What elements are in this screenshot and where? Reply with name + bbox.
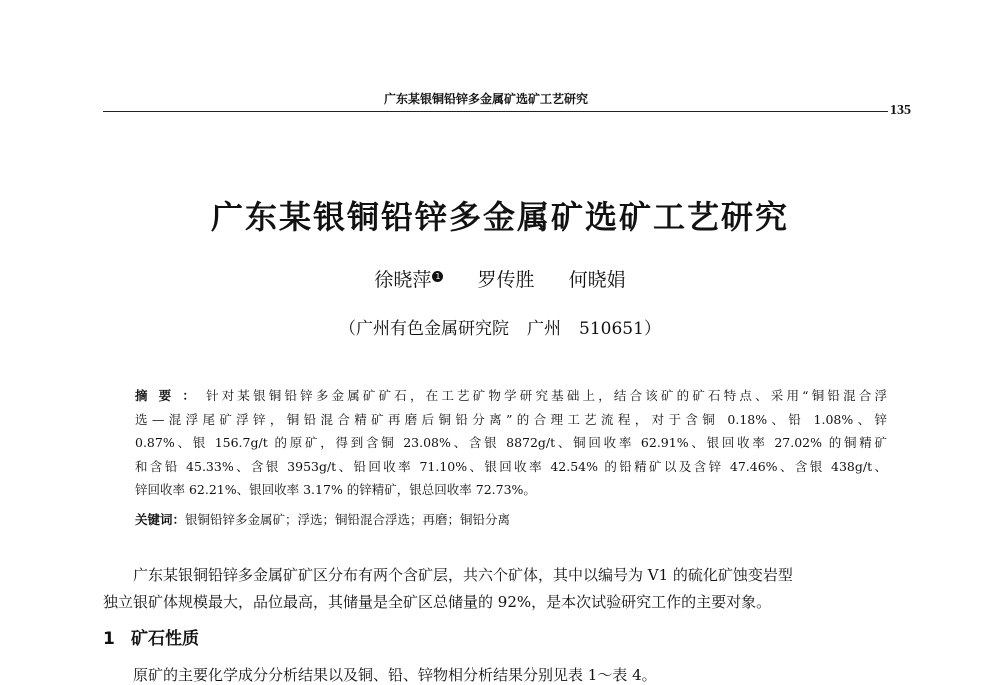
affiliation-institute: （广州有色金属研究院 (339, 319, 510, 339)
author-footnote-marker: 1 (432, 271, 443, 282)
section-heading (103, 624, 199, 649)
paragraph-line: 广东某银铜铅锌多金属矿矿区分布有两个含矿层，共六个矿体，其中以编号为 V1 的硫化矿蚀变岩型 (133, 566, 793, 584)
section-number: 1 (103, 629, 115, 649)
section-title: 矿石性质 (131, 629, 199, 649)
keywords (135, 510, 510, 528)
article-title: 广东某银铜铅锌多金属矿选矿工艺研究 (210, 198, 789, 236)
running-head-title: 广东某银铜铅锌多金属矿选矿工艺研究 (384, 92, 589, 106)
abstract-text: 针对某银铜铅锌多金属矿矿石，在工艺矿物学研究基础上，结合该矿的矿石特点、采用“铜铅混合浮 (206, 388, 887, 403)
affiliation-city: 广州 (527, 319, 562, 339)
author-list (0, 265, 1000, 292)
abstract-line: 锌回收率 62.21%、银回收率 3.17% 的锌精矿，银总回收率 72.73%。 (135, 482, 536, 498)
paragraph-line: 独立银矿体规模最大，品位最高，其储量是全矿区总储量的 92%，是本次试验研究工作的主要对象。 (103, 593, 772, 611)
author-name: 徐晓萍 (374, 269, 432, 291)
abstract-line: 选—混浮尾矿浮锌，铜铅混合精矿再磨后铜铅分离”的合理工艺流程，对于含铜 0.18%、铅 1.08%、锌 (135, 411, 887, 427)
keywords-label: 关键词： (135, 512, 186, 527)
truncated-paragraph-line: 原矿的主要化学成分分析结果以及铜、铅、锌物相分析结果分别见表 1～表 4。 (133, 666, 657, 684)
intro-paragraph (103, 562, 918, 616)
abstract-line: 0.87%、银 156.7g/t 的原矿，得到含铜 23.08%、含银 8872g/t、铜回收率 62.91%、银回收率 27.02% 的铜精矿 (135, 435, 887, 451)
affiliation (0, 314, 1000, 339)
author-name: 何晓娟 (568, 269, 626, 291)
keywords-text: 银铜铅锌多金属矿；浮选；铜铅混合浮选；再磨；铜铅分离 (185, 512, 511, 527)
affiliation-postcode: 510651） (579, 319, 661, 339)
abstract-label: 摘要： (135, 388, 207, 403)
page-number: 135 (890, 103, 911, 118)
abstract (135, 384, 887, 502)
header-rule (103, 111, 888, 112)
abstract-line: 和含铅 45.33%、含银 3953g/t、铅回收率 71.10%、银回收率 42.54% 的铅精矿以及含锌 47.46%、含银 438g/t、 (135, 458, 887, 474)
author-name: 罗传胜 (477, 269, 535, 291)
abstract-line (135, 384, 887, 408)
